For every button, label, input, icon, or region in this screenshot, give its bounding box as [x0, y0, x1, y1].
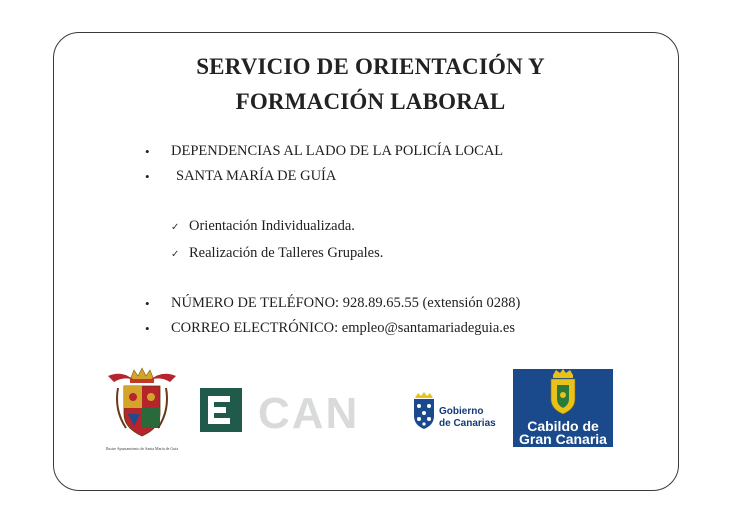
checkmark-icon: ✓: [171, 222, 180, 233]
checkmark-icon: ✓: [171, 249, 180, 260]
location-bullet-2: SANTA MARÍA DE GUÍA: [176, 168, 337, 184]
can-logo: [200, 388, 380, 434]
bullet-dot-icon: •: [145, 144, 150, 159]
gobierno-canarias-logo: [411, 392, 501, 432]
page-title-line-2: FORMACIÓN LABORAL: [235, 89, 506, 114]
santa-maria-caption: Ilustre Ayuntamiento de Santa María de Guía: [105, 446, 179, 451]
contact-email: CORREO ELECTRÓNICO: empleo@santamariadeguia.es: [171, 320, 515, 336]
bullet-dot-icon: •: [145, 296, 150, 311]
cabildo-line-1: Cabildo de: [527, 418, 599, 434]
can-logo-text: CAN: [258, 389, 360, 434]
bullet-dot-icon: •: [145, 169, 150, 184]
location-bullet-1: DEPENDENCIAS AL LADO DE LA POLICÍA LOCAL: [171, 143, 504, 159]
santa-maria-crest-logo: [104, 366, 180, 458]
service-item-1: Orientación Individualizada.: [189, 218, 355, 234]
gobierno-line-1: Gobierno: [439, 406, 484, 417]
cabildo-line-2: Gran Canaria: [519, 431, 607, 447]
page-title-line-1: SERVICIO DE ORIENTACIÓN Y: [196, 54, 545, 79]
gobierno-line-2: de Canarias: [439, 418, 496, 429]
cabildo-gran-canaria-logo: [513, 369, 613, 447]
service-item-2: Realización de Talleres Grupales.: [189, 245, 384, 261]
bullet-dot-icon: •: [145, 321, 150, 336]
contact-phone: NÚMERO DE TELÉFONO: 928.89.65.55 (extensión 0288): [171, 295, 521, 311]
